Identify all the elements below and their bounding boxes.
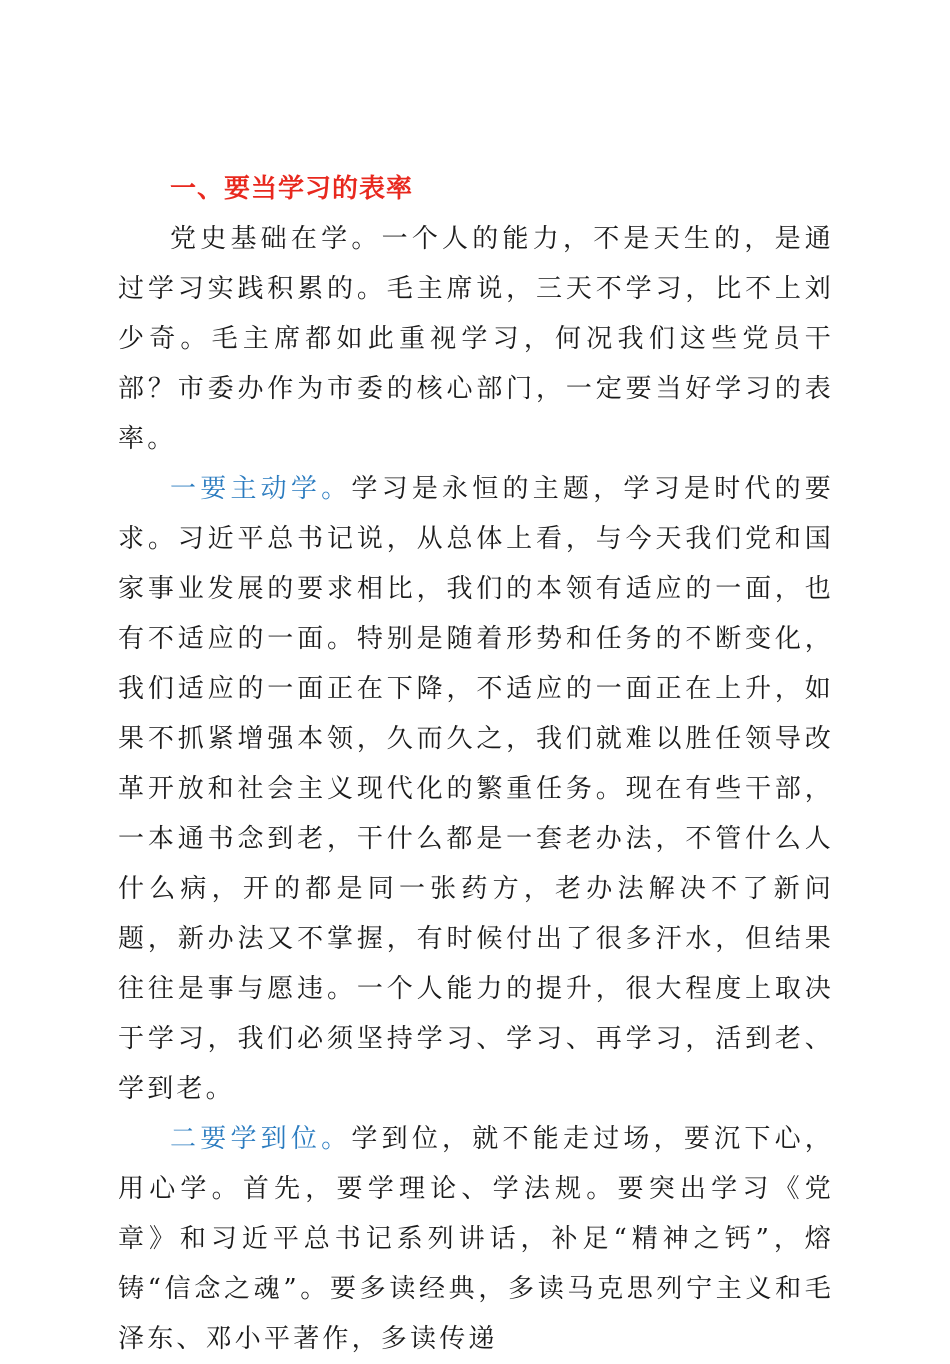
paragraph-3 <box>118 1114 834 1364</box>
paragraph-2 <box>118 464 834 1114</box>
section-heading: 一、要当学习的表率 <box>170 174 414 204</box>
document-page <box>118 164 834 1364</box>
paragraph-2-lead: 一要主动学。 <box>170 474 352 504</box>
paragraph-2-text: 学习是永恒的主题，学习是时代的要求。习近平总书记说，从总体上看，与今天我们党和国家事业发展的要求相比，我们的本领有适应的一面，也有不适应的一面。特别是随着形势和任务的不断变化，我们适应的一面正在下降，不适应的一面正在上升，如果不抓紧增强本领，久而久之，我们就难以胜任领导改革开放和社会主义现代化的繁重任务。现在有些干部，一本通书念到老，干什么都是一套老办法，不管什么人什么病，开的都是同一张药方，老办法解决不了新问题，新办法又不掌握，有时候付出了很多汗水，但结果往往是事与愿违。一个人能力的提升，很大程度上取决于学习，我们必须坚持学习、学习、再学习，活到老、学到老。 <box>118 474 834 1104</box>
paragraph-1-text: 党史基础在学。一个人的能力，不是天生的，是通过学习实践积累的。毛主席说，三天不学习，比不上刘少奇。毛主席都如此重视学习，何况我们这些党员干部？市委办作为市委的核心部门，一定要当好学习的表率。 <box>118 224 834 454</box>
paragraph-3-text: 学到位，就不能走过场，要沉下心，用心学。首先，要学理论、学法规。要突出学习《党章》和习近平总书记系列讲话，补足“精神之钙”，熔铸“信念之魂”。要多读经典，多读马克思列宁主义和毛泽东、邓小平著作，多读传递 <box>118 1124 834 1354</box>
paragraph-3-lead: 二要学到位。 <box>170 1124 352 1154</box>
paragraph-1 <box>118 214 834 464</box>
